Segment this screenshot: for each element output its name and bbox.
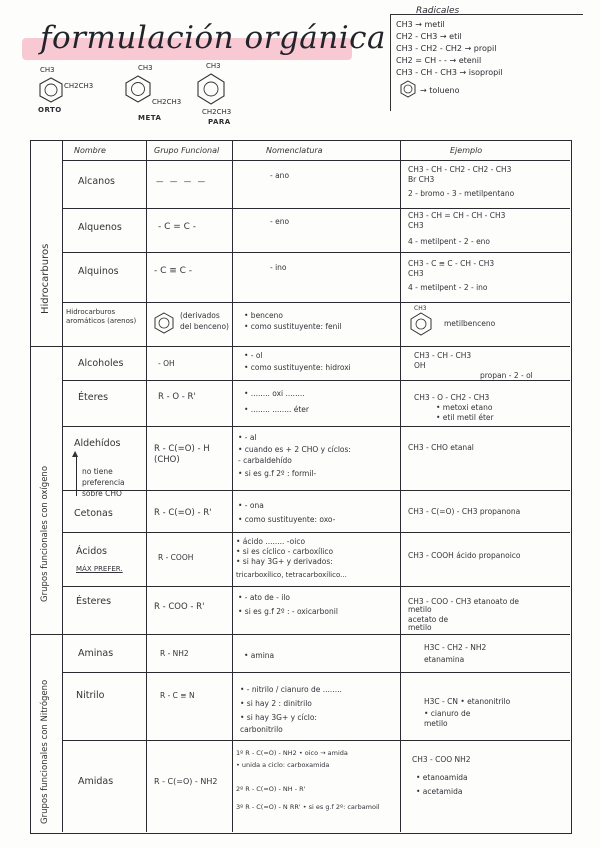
isomer-sub1: CH3 — [138, 64, 153, 72]
row-example: 4 - metilpent - 2 - ino — [408, 283, 488, 292]
category-oxigeno: Grupos funcionales con oxígeno — [40, 465, 50, 602]
row-name: Aminas — [78, 648, 114, 659]
row-group: (derivados del benceno) — [180, 311, 229, 331]
functional-groups-table — [30, 140, 570, 832]
orto-isomer — [30, 66, 110, 116]
row-nomen: • - ona — [238, 501, 264, 510]
row-example: etanamina — [424, 655, 465, 664]
row-nomen: • como sustituyente: oxo- — [238, 515, 336, 524]
benzene-ring-icon — [154, 312, 174, 334]
row-nomen: - ino — [270, 263, 287, 272]
row-example: propan - 2 - ol — [480, 371, 533, 380]
row-example: • acetamida — [416, 787, 463, 796]
row-example: CH3 - COO NH2 — [412, 755, 471, 764]
row-example: metilbenceno — [444, 319, 496, 328]
row-divider — [62, 252, 570, 253]
header-example: Ejemplo — [450, 146, 483, 155]
meta-isomer — [120, 64, 200, 124]
row-nomen: - carbaldehído — [238, 456, 292, 465]
row-example: Br CH3 — [408, 175, 435, 184]
row-nomen: • si es g.f 2º : - oxicarbonil — [238, 607, 338, 616]
row-nomen: tricarboxílico, tetracarboxílico... — [236, 571, 347, 579]
row-name: Ésteres — [76, 596, 112, 607]
arrow-up-icon: ▲ — [72, 449, 79, 458]
row-example: CH3 - COO - CH3 etanoato de — [408, 597, 520, 606]
row-nomen: 2º R - C(=O) - NH - R' — [236, 785, 306, 793]
isomer-sub1: CH3 — [206, 62, 221, 70]
row-example: CH3 - CHO etanal — [408, 443, 474, 452]
benzene-ring-icon — [400, 80, 416, 98]
category-nitrogeno: Grupos funcionales con Nitrógeno — [40, 679, 50, 824]
isomer-label: ORTO — [38, 106, 62, 114]
radicales-box — [390, 8, 590, 108]
row-nomen: 1º R - C(=O) - NH2 • oico → amida — [236, 749, 348, 757]
row-group: - OH — [158, 359, 175, 368]
radical-item: CH2 = CH - - → etenil — [396, 56, 482, 65]
radicales-title: Radicales — [416, 6, 460, 16]
radical-item: CH2 - CH3 → etil — [396, 32, 462, 41]
column-divider — [400, 140, 401, 832]
row-example: 4 - metilpent - 2 - eno — [408, 237, 491, 246]
row-example: CH3 — [408, 221, 424, 230]
row-name: Alquinos — [78, 266, 119, 277]
row-group: R - NH2 — [160, 649, 189, 658]
row-divider — [62, 586, 570, 587]
row-nomen: • ........ ........ éter — [244, 405, 309, 414]
header-nomenclature: Nomenclatura — [266, 146, 323, 155]
column-divider — [62, 140, 63, 832]
row-nomen: 3º R - C(=O) - N RR' • si es g.f 2º: carbamoil — [236, 803, 380, 811]
row-example: 2 - bromo - 3 - metilpentano — [408, 189, 515, 198]
row-example: metilo — [424, 719, 448, 728]
row-example: CH3 — [408, 269, 424, 278]
radical-item: → tolueno — [420, 86, 460, 95]
row-group: — — — — — [156, 177, 208, 186]
row-nomen: • como sustituyente: hidroxi — [244, 363, 351, 372]
row-nomen: • ácido ........ -oico — [236, 537, 306, 546]
aldehido-note: no tiene preferencia sobre CHO — [82, 467, 125, 498]
radical-item: CH3 - CH2 - CH2 → propil — [396, 44, 497, 53]
arrow-line — [76, 456, 77, 496]
row-example: metilo — [408, 623, 432, 632]
acido-note: MÁX PREFER. — [76, 565, 123, 573]
row-group: R - C(=O) - NH2 — [154, 777, 218, 786]
row-nomen: • cuando es + 2 CHO y cíclos: — [238, 445, 351, 454]
row-example: CH3 - COOH ácido propanoico — [408, 551, 521, 560]
row-divider — [30, 346, 570, 347]
header-name: Nombre — [74, 146, 106, 155]
benzene-ring-icon — [410, 312, 432, 336]
row-example: • etil metil éter — [436, 413, 494, 422]
isomer-sub2: CH2CH3 — [64, 82, 94, 90]
radical-item: CH3 → metil — [396, 20, 445, 29]
row-name: Éteres — [78, 392, 109, 403]
row-divider — [62, 208, 570, 209]
row-example: CH3 - CH - CH2 - CH2 - CH3 — [408, 165, 512, 174]
row-name: Cetonas — [74, 508, 113, 519]
row-nomen: • unida a ciclo: carboxamida — [236, 761, 330, 769]
row-group: R - COOH — [158, 553, 194, 562]
title-area — [22, 14, 387, 64]
row-divider — [62, 426, 570, 427]
row-group: R - COO - R' — [154, 602, 205, 612]
row-nomen: • si hay 2 : dinitrilo — [240, 699, 312, 708]
category-hidrocarburos: Hidrocarburos — [40, 243, 51, 314]
row-example: OH — [414, 361, 426, 370]
isomer-sub1: CH3 — [40, 66, 55, 74]
row-example: • etanoamida — [416, 773, 468, 782]
row-example: CH3 - CH = CH - CH - CH3 — [408, 211, 506, 220]
radical-item: CH3 - CH - CH3 → isopropil — [396, 68, 503, 77]
row-name: Aldehídos — [74, 438, 121, 449]
row-example: CH3 - C ≡ C - CH - CH3 — [408, 259, 495, 268]
row-nomen: carbonitrilo — [240, 725, 283, 734]
isomer-sub2: CH2CH3 — [152, 98, 182, 106]
row-nomen: • si es g.f 2º : formil- — [238, 469, 317, 478]
row-nomen: • si hay 3G+ y derivados: — [236, 557, 333, 566]
row-example: • metoxi etano — [436, 403, 493, 412]
row-example: CH3 - C(=O) - CH3 propanona — [408, 507, 521, 516]
row-nomen: • si es cíclico - carboxílico — [236, 547, 334, 556]
isomer-sub2: CH2CH3 — [202, 108, 232, 116]
row-divider — [62, 740, 570, 741]
row-group: R - C(=O) - H (CHO) — [154, 444, 210, 465]
row-divider — [62, 160, 570, 161]
isomer-label: META — [138, 114, 162, 122]
row-nomen: • si hay 3G+ y cíclo: — [240, 713, 317, 722]
isomer-label: PARA — [208, 118, 231, 126]
row-example: H3C - CN • etanonitrilo — [424, 697, 511, 706]
row-nomen: • como sustituyente: fenil — [244, 322, 342, 331]
row-example: CH3 - CH - CH3 — [414, 351, 472, 360]
row-group: - C ≡ C - — [154, 266, 193, 276]
row-nomen: - ano — [270, 171, 290, 180]
row-name: Ácidos — [76, 546, 107, 557]
header-group: Grupo Funcional — [154, 146, 220, 155]
column-divider — [146, 140, 147, 832]
row-nomen: • - ol — [244, 351, 263, 360]
row-nomen: • benceno — [244, 311, 284, 320]
row-example: • cianuro de — [424, 709, 471, 718]
row-nomen: • - al — [238, 433, 257, 442]
column-divider — [232, 140, 233, 832]
row-name: Hidrocarburos aromáticos (arenos) — [66, 308, 137, 325]
row-nomen: • - nitrilo / cianuro de ........ — [240, 685, 342, 694]
row-group: R - C ≡ N — [160, 691, 195, 700]
row-nomen: - eno — [270, 217, 290, 226]
benzene-ring-icon — [38, 76, 64, 104]
row-group: - C = C - — [158, 222, 197, 232]
row-nomen: • ........ oxi ........ — [244, 389, 305, 398]
row-nomen: • - ato de - ilo — [238, 593, 291, 602]
row-divider — [62, 302, 570, 303]
row-example: CH3 — [414, 305, 427, 312]
row-example: CH3 - O - CH2 - CH3 — [414, 393, 490, 402]
row-divider — [30, 634, 570, 635]
row-nomen: • amina — [244, 651, 275, 660]
row-divider — [62, 672, 570, 673]
row-example: metilo — [408, 605, 432, 614]
row-group: R - C(=O) - R' — [154, 508, 212, 518]
row-name: Alquenos — [78, 222, 122, 233]
row-name: Nitrilo — [76, 690, 105, 701]
row-group: R - O - R' — [158, 392, 196, 402]
para-isomer — [196, 62, 266, 134]
benzene-ring-icon — [124, 74, 152, 104]
row-name: Alcoholes — [78, 358, 124, 369]
row-example: H3C - CH2 - NH2 — [424, 643, 487, 652]
row-name: Alcanos — [78, 176, 115, 187]
row-name: Amidas — [78, 776, 114, 787]
benzene-ring-icon — [196, 72, 226, 106]
row-divider — [62, 532, 570, 533]
page-title: formulación orgánica — [40, 20, 387, 56]
row-example: acetato de — [408, 615, 449, 624]
